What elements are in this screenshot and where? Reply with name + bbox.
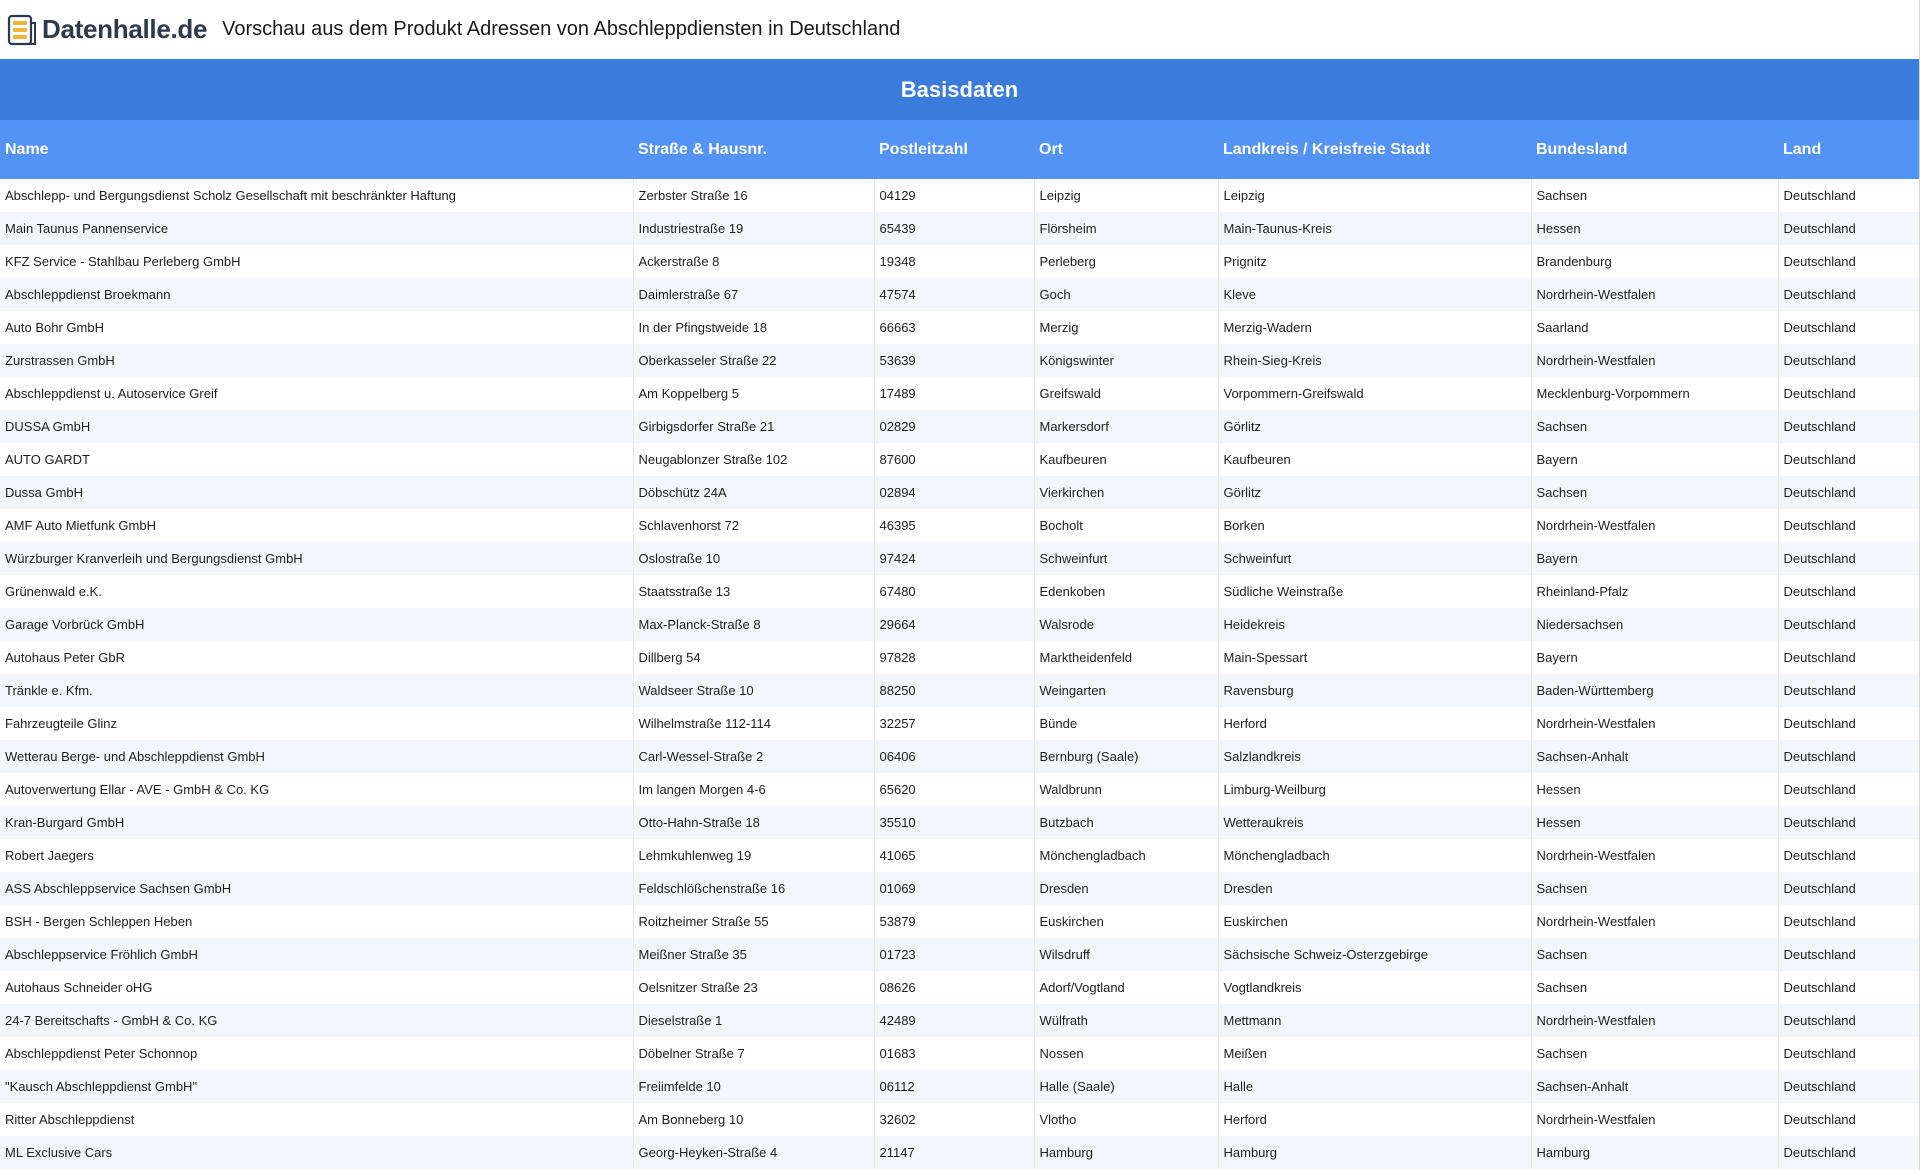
column-header-column-postcode[interactable]: Postleitzahl (874, 120, 1034, 179)
table-row[interactable] (0, 509, 1919, 542)
table-row[interactable] (0, 212, 1919, 245)
table-cell-column-district: Wetteraukreis (1218, 806, 1531, 839)
table-cell-column-district: Euskirchen (1218, 905, 1531, 938)
table-cell-column-name: AMF Auto Mietfunk GmbH (0, 509, 633, 542)
table-row[interactable] (0, 377, 1919, 410)
table-cell-column-country: Deutschland (1778, 179, 1919, 212)
database-stack-icon (6, 13, 38, 47)
table-cell-column-country: Deutschland (1778, 212, 1919, 245)
table-row[interactable] (0, 1070, 1919, 1103)
table-cell-column-state: Nordrhein-Westfalen (1531, 509, 1778, 542)
table-cell-column-city: Halle (Saale) (1034, 1070, 1218, 1103)
table-row[interactable] (0, 476, 1919, 509)
table-cell-column-name: Abschlepp- und Bergungsdienst Scholz Gesellschaft mit beschränkter Haftung (0, 179, 633, 212)
table-cell-column-city: Adorf/Vogtland (1034, 971, 1218, 1004)
table-cell-column-city: Marktheidenfeld (1034, 641, 1218, 674)
table-row[interactable] (0, 278, 1919, 311)
table-cell-column-name: Garage Vorbrück GmbH (0, 608, 633, 641)
table-cell-column-postcode: 87600 (874, 443, 1034, 476)
table-cell-column-state: Nordrhein-Westfalen (1531, 344, 1778, 377)
table-cell-column-city: Markersdorf (1034, 410, 1218, 443)
content-area[interactable] (0, 59, 1919, 1170)
table-cell-column-district: Herford (1218, 707, 1531, 740)
table-cell-column-state: Sachsen (1531, 1037, 1778, 1070)
table-cell-column-city: Euskirchen (1034, 905, 1218, 938)
table-cell-column-country: Deutschland (1778, 641, 1919, 674)
table-cell-column-name: Abschleppservice Fröhlich GmbH (0, 938, 633, 971)
logo[interactable] (6, 10, 207, 50)
table-cell-column-name: BSH - Bergen Schleppen Heben (0, 905, 633, 938)
table-cell-column-name: ML Exclusive Cars (0, 1136, 633, 1169)
table-cell-column-street: Döbelner Straße 7 (633, 1037, 874, 1070)
table-cell-column-street: Waldseer Straße 10 (633, 674, 874, 707)
table-cell-column-city: Greifswald (1034, 377, 1218, 410)
table-cell-column-district: Vogtlandkreis (1218, 971, 1531, 1004)
table-row[interactable] (0, 740, 1919, 773)
table-row[interactable] (0, 311, 1919, 344)
table-cell-column-street: Ackerstraße 8 (633, 245, 874, 278)
table-cell-column-district: Dresden (1218, 872, 1531, 905)
table-cell-column-postcode: 41065 (874, 839, 1034, 872)
table-cell-column-district: Halle (1218, 1070, 1531, 1103)
table-cell-column-city: Butzbach (1034, 806, 1218, 839)
table-cell-column-name: DUSSA GmbH (0, 410, 633, 443)
table-cell-column-country: Deutschland (1778, 1004, 1919, 1037)
table-cell-column-postcode: 97828 (874, 641, 1034, 674)
table-row[interactable] (0, 1037, 1919, 1070)
table-cell-column-postcode: 08626 (874, 971, 1034, 1004)
section-header: Basisdaten (0, 59, 1919, 120)
table-cell-column-state: Hessen (1531, 773, 1778, 806)
table-cell-column-city: Bünde (1034, 707, 1218, 740)
table-cell-column-name: 24-7 Bereitschafts - GmbH & Co. KG (0, 1004, 633, 1037)
table-row[interactable] (0, 773, 1919, 806)
table-cell-column-state: Sachsen (1531, 476, 1778, 509)
table-cell-column-name: ASS Abschleppservice Sachsen GmbH (0, 872, 633, 905)
column-header-column-state[interactable]: Bundesland (1531, 120, 1778, 179)
table-cell-column-street: Am Bonneberg 10 (633, 1103, 874, 1136)
table-cell-column-state: Mecklenburg-Vorpommern (1531, 377, 1778, 410)
table-cell-column-postcode: 02829 (874, 410, 1034, 443)
column-header-column-district[interactable]: Landkreis / Kreisfreie Stadt (1218, 120, 1531, 179)
table-cell-column-street: Neugablonzer Straße 102 (633, 443, 874, 476)
table-cell-column-state: Sachsen (1531, 179, 1778, 212)
table-cell-column-district: Mönchengladbach (1218, 839, 1531, 872)
table-row[interactable] (0, 971, 1919, 1004)
table-cell-column-name: Autohaus Schneider oHG (0, 971, 633, 1004)
table-cell-column-street: Zerbster Straße 16 (633, 179, 874, 212)
table-row[interactable] (0, 872, 1919, 905)
table-cell-column-city: Dresden (1034, 872, 1218, 905)
table-row[interactable] (0, 245, 1919, 278)
table-cell-column-street: Daimlerstraße 67 (633, 278, 874, 311)
table-cell-column-street: Oslostraße 10 (633, 542, 874, 575)
column-header-column-name[interactable]: Name (0, 120, 633, 179)
table-cell-column-district: Ravensburg (1218, 674, 1531, 707)
table-cell-column-postcode: 02894 (874, 476, 1034, 509)
table-cell-column-street: Oberkasseler Straße 22 (633, 344, 874, 377)
table-row[interactable] (0, 542, 1919, 575)
table-cell-column-state: Sachsen (1531, 938, 1778, 971)
table-cell-column-city: Bocholt (1034, 509, 1218, 542)
table-cell-column-postcode: 47574 (874, 278, 1034, 311)
table-cell-column-state: Niedersachsen (1531, 608, 1778, 641)
table-cell-column-district: Görlitz (1218, 476, 1531, 509)
table-cell-column-postcode: 01069 (874, 872, 1034, 905)
table-cell-column-country: Deutschland (1778, 377, 1919, 410)
table-cell-column-state: Nordrhein-Westfalen (1531, 905, 1778, 938)
table-cell-column-postcode: 65439 (874, 212, 1034, 245)
table-cell-column-postcode: 88250 (874, 674, 1034, 707)
table-cell-column-city: Edenkoben (1034, 575, 1218, 608)
table-cell-column-district: Main-Taunus-Kreis (1218, 212, 1531, 245)
page-title: Vorschau aus dem Produkt Adressen von Abschleppdiensten in Deutschland (222, 18, 901, 40)
table-cell-column-city: Merzig (1034, 311, 1218, 344)
table-cell-column-city: Hamburg (1034, 1136, 1218, 1169)
table-cell-column-postcode: 04129 (874, 179, 1034, 212)
table-cell-column-city: Wilsdruff (1034, 938, 1218, 971)
table-cell-column-state: Hamburg (1531, 1136, 1778, 1169)
table-cell-column-country: Deutschland (1778, 674, 1919, 707)
table-cell-column-postcode: 35510 (874, 806, 1034, 839)
table-row[interactable] (0, 707, 1919, 740)
table-cell-column-postcode: 32602 (874, 1103, 1034, 1136)
table-cell-column-postcode: 01723 (874, 938, 1034, 971)
table-cell-column-state: Bayern (1531, 641, 1778, 674)
table-cell-column-name: Abschleppdienst u. Autoservice Greif (0, 377, 633, 410)
table-cell-column-state: Sachsen (1531, 410, 1778, 443)
table-cell-column-name: Grünenwald e.K. (0, 575, 633, 608)
table-cell-column-country: Deutschland (1778, 443, 1919, 476)
table-cell-column-country: Deutschland (1778, 1103, 1919, 1136)
table-cell-column-street: Feldschlößchenstraße 16 (633, 872, 874, 905)
table-cell-column-state: Nordrhein-Westfalen (1531, 707, 1778, 740)
table-cell-column-postcode: 06406 (874, 740, 1034, 773)
table-cell-column-street: Meißner Straße 35 (633, 938, 874, 971)
table-cell-column-street: In der Pfingstweide 18 (633, 311, 874, 344)
table-cell-column-name: Kran-Burgard GmbH (0, 806, 633, 839)
table-cell-column-name: Zurstrassen GmbH (0, 344, 633, 377)
table-cell-column-country: Deutschland (1778, 740, 1919, 773)
table-cell-column-postcode: 66663 (874, 311, 1034, 344)
table-cell-column-country: Deutschland (1778, 905, 1919, 938)
table-cell-column-name: Autoverwertung Ellar - AVE - GmbH & Co. KG (0, 773, 633, 806)
table-cell-column-postcode: 53639 (874, 344, 1034, 377)
table-cell-column-name: Tränkle e. Kfm. (0, 674, 633, 707)
table-cell-column-city: Goch (1034, 278, 1218, 311)
column-header-column-city[interactable]: Ort (1034, 120, 1218, 179)
table-cell-column-state: Nordrhein-Westfalen (1531, 839, 1778, 872)
table-cell-column-name: Autohaus Peter GbR (0, 641, 633, 674)
table-row[interactable] (0, 1136, 1919, 1169)
table-cell-column-street: Lehmkuhlenweg 19 (633, 839, 874, 872)
table-row[interactable] (0, 938, 1919, 971)
table-cell-column-state: Nordrhein-Westfalen (1531, 1103, 1778, 1136)
table-cell-column-country: Deutschland (1778, 344, 1919, 377)
top-bar (0, 0, 1920, 59)
table-cell-column-postcode: 29664 (874, 608, 1034, 641)
table-cell-column-name: "Kausch Abschleppdienst GmbH" (0, 1070, 633, 1103)
table-row[interactable] (0, 575, 1919, 608)
table-cell-column-city: Kaufbeuren (1034, 443, 1218, 476)
table-cell-column-name: Wetterau Berge- und Abschleppdienst GmbH (0, 740, 633, 773)
table-cell-column-city: Königswinter (1034, 344, 1218, 377)
table-cell-column-country: Deutschland (1778, 410, 1919, 443)
table-cell-column-city: Perleberg (1034, 245, 1218, 278)
table-cell-column-city: Mönchengladbach (1034, 839, 1218, 872)
table-row[interactable] (0, 641, 1919, 674)
table-cell-column-postcode: 65620 (874, 773, 1034, 806)
table-cell-column-country: Deutschland (1778, 311, 1919, 344)
table-cell-column-country: Deutschland (1778, 938, 1919, 971)
table-cell-column-country: Deutschland (1778, 773, 1919, 806)
table-cell-column-district: Prignitz (1218, 245, 1531, 278)
table-cell-column-district: Salzlandkreis (1218, 740, 1531, 773)
table-cell-column-district: Sächsische Schweiz-Osterzgebirge (1218, 938, 1531, 971)
table-cell-column-postcode: 97424 (874, 542, 1034, 575)
table-row[interactable] (0, 344, 1919, 377)
table-cell-column-postcode: 42489 (874, 1004, 1034, 1037)
table-cell-column-city: Nossen (1034, 1037, 1218, 1070)
table-cell-column-postcode: 53879 (874, 905, 1034, 938)
table-cell-column-district: Borken (1218, 509, 1531, 542)
table-row[interactable] (0, 674, 1919, 707)
table-cell-column-district: Merzig-Wadern (1218, 311, 1531, 344)
table-cell-column-street: Dillberg 54 (633, 641, 874, 674)
table-cell-column-district: Mettmann (1218, 1004, 1531, 1037)
table-cell-column-street: Otto-Hahn-Straße 18 (633, 806, 874, 839)
table-cell-column-district: Main-Spessart (1218, 641, 1531, 674)
table-cell-column-name: Abschleppdienst Broekmann (0, 278, 633, 311)
table-cell-column-state: Brandenburg (1531, 245, 1778, 278)
table-cell-column-name: Dussa GmbH (0, 476, 633, 509)
column-header-column-street[interactable]: Straße & Hausnr. (633, 120, 874, 179)
table-cell-column-city: Bernburg (Saale) (1034, 740, 1218, 773)
table-cell-column-country: Deutschland (1778, 839, 1919, 872)
table-cell-column-postcode: 19348 (874, 245, 1034, 278)
table-cell-column-name: Ritter Abschleppdienst (0, 1103, 633, 1136)
table-row[interactable] (0, 608, 1919, 641)
table-cell-column-district: Südliche Weinstraße (1218, 575, 1531, 608)
table-body (0, 179, 1919, 1169)
table-cell-column-country: Deutschland (1778, 1037, 1919, 1070)
table-cell-column-city: Wülfrath (1034, 1004, 1218, 1037)
table-cell-column-name: Fahrzeugteile Glinz (0, 707, 633, 740)
table-cell-column-district: Kleve (1218, 278, 1531, 311)
logo-text: Datenhalle.de (42, 14, 208, 44)
table-cell-column-postcode: 32257 (874, 707, 1034, 740)
table-cell-column-district: Rhein-Sieg-Kreis (1218, 344, 1531, 377)
table-cell-column-name: Main Taunus Pannenservice (0, 212, 633, 245)
table-cell-column-district: Leipzig (1218, 179, 1531, 212)
table-cell-column-country: Deutschland (1778, 1136, 1919, 1169)
table-cell-column-street: Georg-Heyken-Straße 4 (633, 1136, 874, 1169)
table-row[interactable] (0, 839, 1919, 872)
table-cell-column-postcode: 06112 (874, 1070, 1034, 1103)
table-cell-column-district: Meißen (1218, 1037, 1531, 1070)
table-row[interactable] (0, 443, 1919, 476)
table-cell-column-country: Deutschland (1778, 476, 1919, 509)
table-cell-column-street: Wilhelmstraße 112-114 (633, 707, 874, 740)
table-cell-column-district: Schweinfurt (1218, 542, 1531, 575)
table-cell-column-city: Flörsheim (1034, 212, 1218, 245)
table-cell-column-street: Am Koppelberg 5 (633, 377, 874, 410)
table-cell-column-street: Carl-Wessel-Straße 2 (633, 740, 874, 773)
table-cell-column-district: Hamburg (1218, 1136, 1531, 1169)
table-cell-column-state: Nordrhein-Westfalen (1531, 1004, 1778, 1037)
table-cell-column-name: KFZ Service - Stahlbau Perleberg GmbH (0, 245, 633, 278)
table-cell-column-city: Schweinfurt (1034, 542, 1218, 575)
table-cell-column-street: Freiimfelde 10 (633, 1070, 874, 1103)
table-cell-column-name: Robert Jaegers (0, 839, 633, 872)
table-cell-column-street: Im langen Morgen 4-6 (633, 773, 874, 806)
table-cell-column-country: Deutschland (1778, 245, 1919, 278)
table-cell-column-street: Max-Planck-Straße 8 (633, 608, 874, 641)
table-cell-column-district: Görlitz (1218, 410, 1531, 443)
table-cell-column-country: Deutschland (1778, 278, 1919, 311)
table-cell-column-country: Deutschland (1778, 575, 1919, 608)
table-cell-column-street: Schlavenhorst 72 (633, 509, 874, 542)
table-cell-column-street: Staatsstraße 13 (633, 575, 874, 608)
table-row[interactable] (0, 179, 1919, 212)
table-cell-column-state: Sachsen-Anhalt (1531, 740, 1778, 773)
table-cell-column-state: Bayern (1531, 542, 1778, 575)
table-cell-column-postcode: 01683 (874, 1037, 1034, 1070)
table-header-row (0, 120, 1919, 179)
table-cell-column-district: Limburg-Weilburg (1218, 773, 1531, 806)
table-cell-column-postcode: 21147 (874, 1136, 1034, 1169)
table-cell-column-postcode: 46395 (874, 509, 1034, 542)
table-cell-column-street: Döbschütz 24A (633, 476, 874, 509)
table-cell-column-country: Deutschland (1778, 509, 1919, 542)
table-cell-column-country: Deutschland (1778, 971, 1919, 1004)
table-cell-column-state: Rheinland-Pfalz (1531, 575, 1778, 608)
table-row[interactable] (0, 905, 1919, 938)
table-cell-column-name: AUTO GARDT (0, 443, 633, 476)
table-cell-column-country: Deutschland (1778, 1070, 1919, 1103)
table-cell-column-country: Deutschland (1778, 608, 1919, 641)
table-row[interactable] (0, 410, 1919, 443)
table-cell-column-city: Walsrode (1034, 608, 1218, 641)
table-cell-column-state: Saarland (1531, 311, 1778, 344)
table-row[interactable] (0, 806, 1919, 839)
table-cell-column-street: Dieselstraße 1 (633, 1004, 874, 1037)
table-row[interactable] (0, 1103, 1919, 1136)
column-header-column-country[interactable]: Land (1778, 120, 1919, 179)
table-cell-column-city: Waldbrunn (1034, 773, 1218, 806)
table-cell-column-district: Vorpommern-Greifswald (1218, 377, 1531, 410)
table-cell-column-city: Weingarten (1034, 674, 1218, 707)
table-cell-column-street: Girbigsdorfer Straße 21 (633, 410, 874, 443)
table-cell-column-district: Kaufbeuren (1218, 443, 1531, 476)
table-cell-column-street: Oelsnitzer Straße 23 (633, 971, 874, 1004)
table-cell-column-country: Deutschland (1778, 806, 1919, 839)
table-cell-column-city: Vlotho (1034, 1103, 1218, 1136)
table-cell-column-state: Nordrhein-Westfalen (1531, 278, 1778, 311)
data-table (0, 120, 1919, 1169)
table-cell-column-postcode: 67480 (874, 575, 1034, 608)
table-cell-column-name: Abschleppdienst Peter Schonnop (0, 1037, 633, 1070)
table-row[interactable] (0, 1004, 1919, 1037)
table-cell-column-postcode: 17489 (874, 377, 1034, 410)
table-cell-column-city: Leipzig (1034, 179, 1218, 212)
table-cell-column-country: Deutschland (1778, 542, 1919, 575)
table-cell-column-city: Vierkirchen (1034, 476, 1218, 509)
table-cell-column-street: Industriestraße 19 (633, 212, 874, 245)
table-cell-column-state: Bayern (1531, 443, 1778, 476)
table-cell-column-country: Deutschland (1778, 707, 1919, 740)
table-cell-column-district: Herford (1218, 1103, 1531, 1136)
table-cell-column-district: Heidekreis (1218, 608, 1531, 641)
table-cell-column-state: Sachsen (1531, 971, 1778, 1004)
table-cell-column-state: Hessen (1531, 212, 1778, 245)
table-cell-column-state: Baden-Württemberg (1531, 674, 1778, 707)
table-cell-column-country: Deutschland (1778, 872, 1919, 905)
table-cell-column-name: Würzburger Kranverleih und Bergungsdienst GmbH (0, 542, 633, 575)
table-cell-column-state: Hessen (1531, 806, 1778, 839)
table-cell-column-street: Roitzheimer Straße 55 (633, 905, 874, 938)
table-cell-column-state: Sachsen-Anhalt (1531, 1070, 1778, 1103)
table-cell-column-name: Auto Bohr GmbH (0, 311, 633, 344)
table-cell-column-state: Sachsen (1531, 872, 1778, 905)
